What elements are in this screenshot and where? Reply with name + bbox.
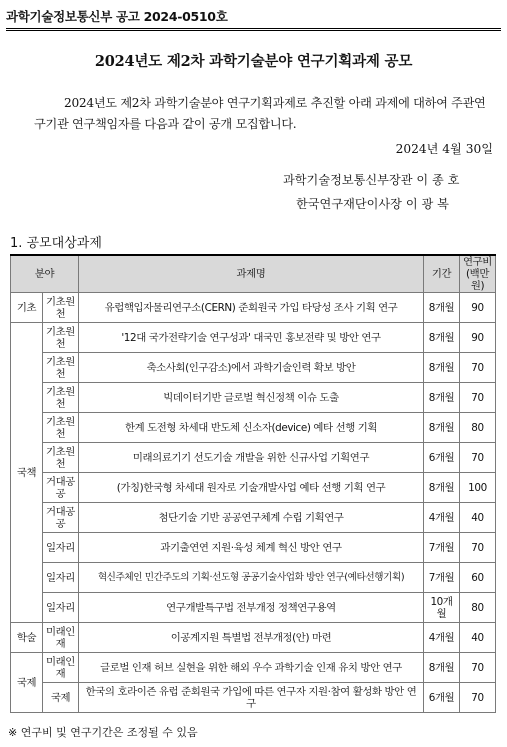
period-cell: 10개월 [424,593,460,623]
budget-cell: 70 [460,383,496,413]
table-row [11,683,496,713]
header-divider [6,28,501,29]
task-cell: '12대 국가전략기술 연구성과' 대국민 홍보전략 및 방안 연구 [79,323,424,353]
period-cell: 8개월 [424,383,460,413]
subfield-cell: 거대공공 [43,473,79,503]
table-row [11,323,496,353]
period-cell: 4개월 [424,503,460,533]
table-row [11,473,496,503]
signature-minister: 과학기술정보통신부장관 이 종 호 [283,173,460,187]
subfield-cell: 기초원천 [43,443,79,473]
table-row [11,383,496,413]
table-row [11,413,496,443]
table-row [11,443,496,473]
budget-cell: 80 [460,593,496,623]
task-cell: 한국의 호라이즌 유럽 준회원국 가입에 따른 연구자 지원·참여 활성화 방안 연구 [79,683,424,713]
field-cell: 학술 [11,623,43,653]
subfield-cell: 기초원천 [43,413,79,443]
budget-cell: 40 [460,503,496,533]
field-cell: 기초 [11,293,43,323]
period-cell: 8개월 [424,353,460,383]
budget-cell: 60 [460,563,496,593]
task-cell: 연구개발특구법 전부개정 정책연구용역 [79,593,424,623]
header-divider-double [6,30,501,31]
subfield-cell: 일자리 [43,533,79,563]
period-cell: 8개월 [424,413,460,443]
period-cell: 8개월 [424,323,460,353]
period-cell: 8개월 [424,473,460,503]
task-table [10,254,496,713]
document-title: 2024년도 제2차 과학기술분야 연구기획과제 공모 [94,53,413,70]
header-task: 과제명 [79,255,424,293]
budget-cell: 80 [460,413,496,443]
period-cell: 6개월 [424,683,460,713]
field-cell: 국제 [11,653,43,713]
table-row [11,563,496,593]
table-row [11,503,496,533]
header-budget: 연구비(백만원) [460,255,496,293]
table-row [11,653,496,683]
budget-cell: 70 [460,533,496,563]
budget-cell: 40 [460,623,496,653]
table-header-row [11,255,496,293]
header-period: 기간 [424,255,460,293]
task-cell: 과기출연연 지원·육성 체계 혁신 방안 연구 [79,533,424,563]
subfield-cell: 거대공공 [43,503,79,533]
task-cell: 빅데이터기반 글로벌 혁신정책 이슈 도출 [79,383,424,413]
section-heading: 1. 공모대상과제 [10,236,102,251]
signature-nrf-president: 한국연구재단이사장 이 광 복 [296,197,449,211]
intro-paragraph: 2024년도 제2차 과학기술분야 연구기획과제로 추진할 아래 과제에 대하여 주관연구기관 연구책임자를 다음과 같이 공개 모집합니다. [34,96,486,131]
task-cell: 한계 도전형 차세대 반도체 신소자(device) 예타 선행 기획 [79,413,424,443]
period-cell: 8개월 [424,653,460,683]
notice-date: 2024년 4월 30일 [395,142,493,156]
budget-cell: 70 [460,653,496,683]
period-cell: 7개월 [424,533,460,563]
footnote: ※ 연구비 및 연구기간은 조정될 수 있음 [8,726,198,739]
table-row [11,593,496,623]
period-cell: 8개월 [424,293,460,323]
task-cell: 미래의료기기 선도기술 개발을 위한 신규사업 기획연구 [79,443,424,473]
task-cell: 축소사회(인구감소)에서 과학기술인력 확보 방안 [79,353,424,383]
subfield-cell: 기초원천 [43,293,79,323]
table-row [11,293,496,323]
task-cell: 혁신주체인 민간주도의 기획·선도형 공공기술사업화 방안 연구(예타선행기획) [79,563,424,593]
subfield-cell: 기초원천 [43,383,79,413]
budget-cell: 70 [460,443,496,473]
budget-cell: 90 [460,323,496,353]
table-row [11,353,496,383]
budget-cell: 70 [460,683,496,713]
subfield-cell: 미래인재 [43,653,79,683]
subfield-cell: 국제 [43,683,79,713]
table-row [11,623,496,653]
budget-cell: 100 [460,473,496,503]
subfield-cell: 기초원천 [43,323,79,353]
notice-number: 과학기술정보통신부 공고 2024-0510호 [6,9,228,24]
task-cell: 유럽핵입자물리연구소(CERN) 준회원국 가입 타당성 조사 기획 연구 [79,293,424,323]
field-cell: 국책 [11,323,43,623]
period-cell: 7개월 [424,563,460,593]
task-cell: 이공계지원 특별법 전부개정(안) 마련 [79,623,424,653]
subfield-cell: 기초원천 [43,353,79,383]
task-cell: (가칭)한국형 차세대 원자로 기술개발사업 예타 선행 기획 연구 [79,473,424,503]
table-row [11,533,496,563]
budget-cell: 90 [460,293,496,323]
period-cell: 6개월 [424,443,460,473]
task-cell: 첨단기술 기반 공공연구체계 수립 기획연구 [79,503,424,533]
budget-cell: 70 [460,353,496,383]
subfield-cell: 일자리 [43,593,79,623]
header-field: 분야 [11,255,79,293]
subfield-cell: 일자리 [43,563,79,593]
period-cell: 4개월 [424,623,460,653]
task-cell: 글로벌 인재 허브 실현을 위한 해외 우수 과학기술 인재 유치 방안 연구 [79,653,424,683]
subfield-cell: 미래인재 [43,623,79,653]
